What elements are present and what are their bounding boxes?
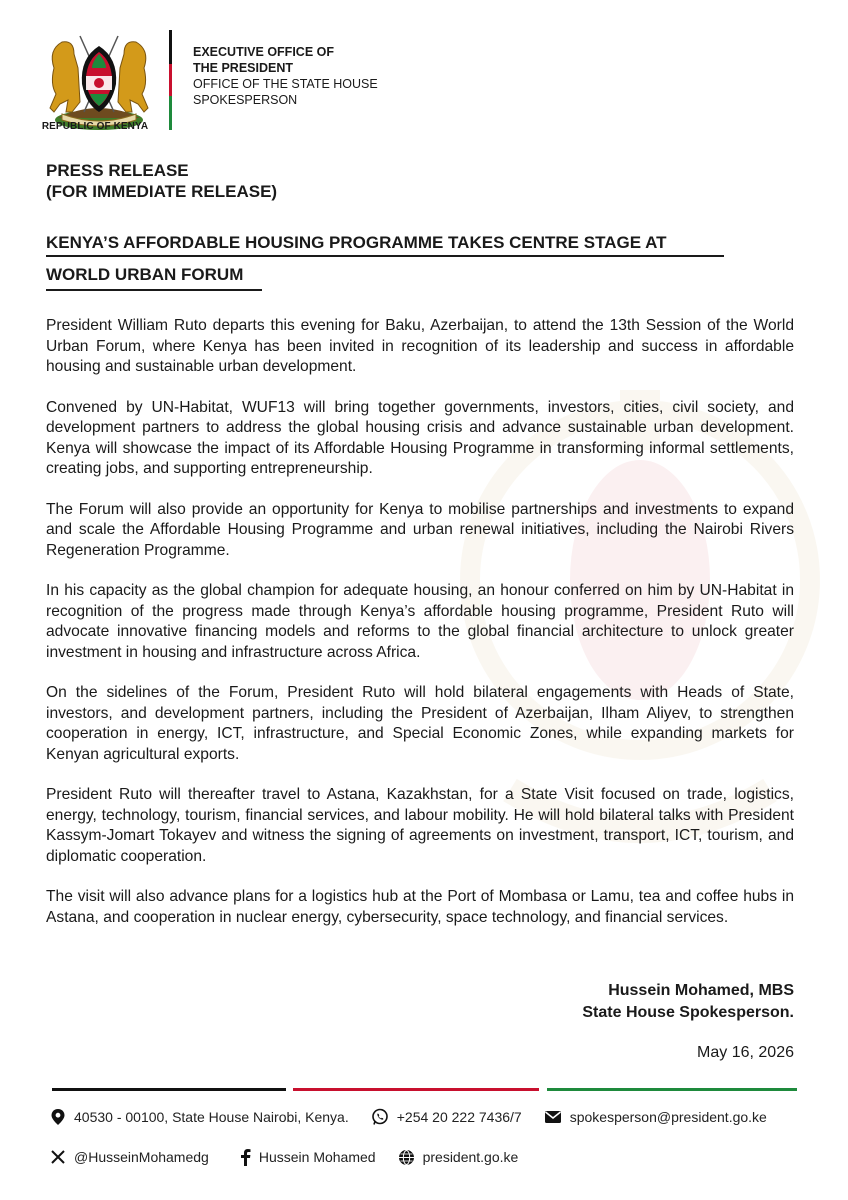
mail-icon [544,1110,562,1124]
signatory-title: State House Spokesperson. [582,1004,794,1021]
x-handle-text: @HusseinMohamedg [74,1149,209,1165]
footer-address [50,1108,349,1126]
footer-rule-black [52,1088,286,1091]
footer-contact-row [50,1108,787,1126]
press-release-label [46,160,277,202]
paragraph: Convened by UN-Habitat, WUF13 will bring together governments, investors, cities, civil society, and development partners to address the global housing crisis and advance sustainable urban development. Kenya will showcase the impact of its Affordable Housing Programme in transforming informal settlements, creating jobs, and supporting entrepreneurship. [46,398,794,477]
republic-of-kenya-label: REPUBLIC OF KENYA [41,121,149,132]
address-text: 40530 - 00100, State House Nairobi, Kenya. [74,1109,349,1125]
footer-x-handle[interactable] [50,1149,209,1165]
phone-text: +254 20 222 7436/7 [396,1109,522,1125]
signature-block [582,980,794,1024]
footer-facebook[interactable] [239,1148,376,1166]
press-release-title: PRESS RELEASE [46,161,189,180]
paragraph: The Forum will also provide an opportunity for Kenya to mobilise partnerships and investments to expand and scale the Affordable Housing Programme and urban renewal initiatives, including the Nairobi Rivers Regeneration Programme. [46,500,794,559]
footer-website[interactable] [398,1149,519,1166]
paragraph: President Ruto will thereafter travel to Astana, Kazakhstan, for a State Visit focused on trade, logistics, energy, technology, tourism, financial services, and labour mobility. He will hold bilateral talks with President Kassym-Jomart Tokayev and witness the signing of agreements on investment, transport, ICT, tourism, and diplomatic cooperation. [46,786,794,865]
footer-social-row [50,1148,538,1166]
office-line-2: THE PRESIDENT [193,61,294,75]
release-body [46,316,794,948]
flag-color-bar [169,30,172,130]
release-date: May 16, 2026 [697,1044,794,1061]
office-line-4: SPOKESPERSON [193,93,298,107]
footer-rule-green [547,1088,797,1091]
office-block [193,44,378,108]
whatsapp-icon [371,1108,389,1126]
office-line-3: OFFICE OF THE STATE HOUSE [193,77,378,91]
facebook-icon [239,1148,251,1166]
website-text: president.go.ke [422,1149,519,1165]
signatory-name: Hussein Mohamed, MBS [608,982,794,999]
coat-of-arms-logo [40,28,158,132]
globe-icon [398,1149,415,1166]
location-pin-icon [50,1108,66,1126]
headline-line-1: KENYA’S AFFORDABLE HOUSING PROGRAMME TAKES CENTRE STAGE AT [46,233,667,252]
headline-underline-1 [46,255,724,257]
immediate-release-label: (FOR IMMEDIATE RELEASE) [46,182,278,201]
x-icon [50,1149,66,1165]
paragraph: In his capacity as the global champion for adequate housing, an honour conferred on him by UN-Habitat in recognition of the progress made through Kenya’s affordable housing programme, President Ruto will advocate innovative financing models and reforms to the global financial architecture to unlock greater investment in housing and infrastructure across Africa. [46,582,794,661]
headline-line-2: WORLD URBAN FORUM [46,265,244,284]
footer-rule-red [293,1088,539,1091]
headline-underline-2 [46,289,262,291]
office-line-1: EXECUTIVE OFFICE OF [193,45,334,59]
paragraph: President William Ruto departs this evening for Baku, Azerbaijan, to attend the 13th Session of the World Urban Forum, where Kenya has been invited in recognition of its leadership and success in affordable housing and sustainable urban development. [46,317,794,375]
footer-email[interactable] [544,1109,767,1125]
email-text: spokesperson@president.go.ke [569,1109,767,1125]
paragraph: The visit will also advance plans for a logistics hub at the Port of Mombasa or Lamu, tea and coffee hubs in Astana, and cooperation in nuclear energy, cybersecurity, space technology, and financial services. [46,888,794,926]
facebook-text: Hussein Mohamed [258,1149,376,1165]
footer-phone[interactable] [371,1108,522,1126]
paragraph: On the sidelines of the Forum, President Ruto will hold bilateral engagements with Heads of State, investors, and development partners, including the President of Azerbaijan, Ilham Aliyev, to strengthen cooperation in energy, ICT, infrastructure, and Special Economic Zones, while expanding markets for Kenyan agricultural exports. [46,684,794,763]
